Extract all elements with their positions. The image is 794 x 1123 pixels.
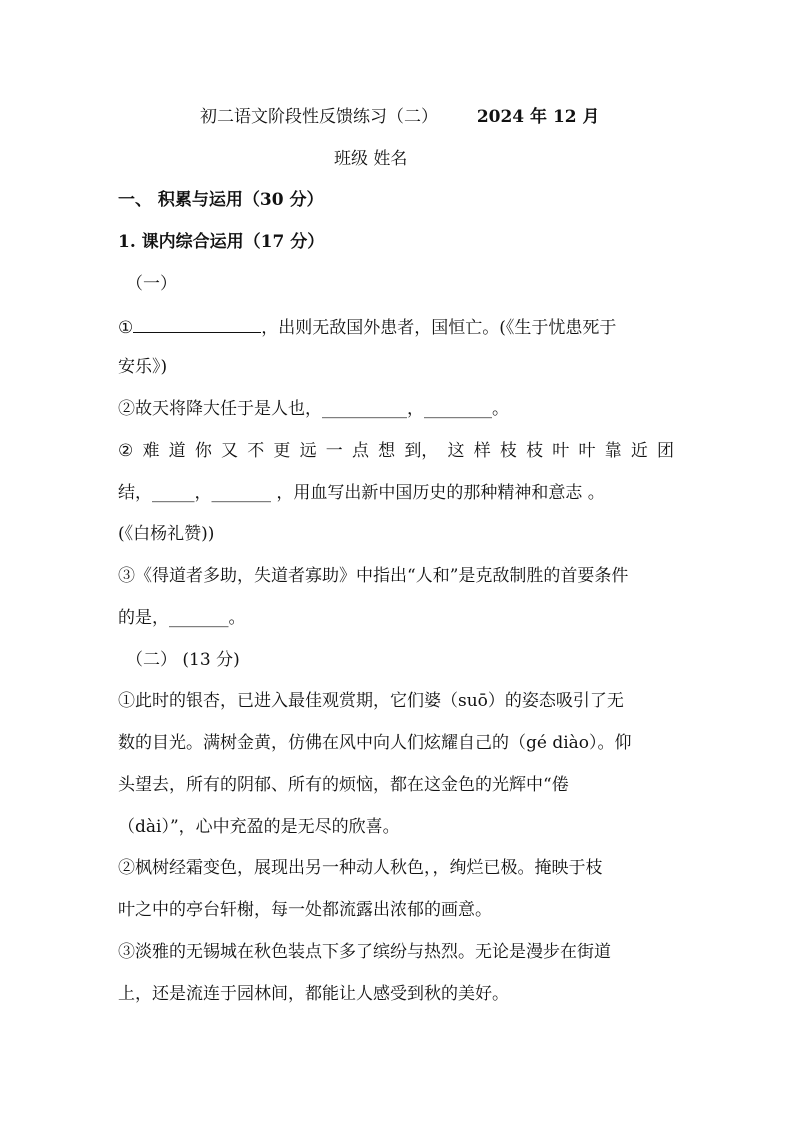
q3-char: ② <box>118 441 134 461</box>
passage-2-line-1: ②枫树经霜变色，展现出另一种动人秋色，，绚烂已极。掩映于枝 <box>118 858 603 878</box>
q3-char: 这 <box>447 441 465 461</box>
date-text: 2024 年 12 月 <box>476 107 600 127</box>
doc-title <box>200 105 600 129</box>
subsection-heading: 1. 课内综合运用（17 分） <box>118 232 325 252</box>
q3-char: 不 <box>247 441 265 461</box>
q1-number: ① <box>118 318 134 338</box>
q3-char: 叶 <box>578 441 596 461</box>
q3-char: 难 <box>142 441 160 461</box>
q1-source: 安乐》) <box>118 357 168 377</box>
question-2: ②故天将降大任于是人也，__________，________。 <box>118 399 509 419</box>
question-4-line-2: 的是，_______。 <box>118 608 246 628</box>
q3-char: 道 <box>168 441 186 461</box>
q1-text: ，出则无敌国外患者，国恒亡。(《生于忧患死于 <box>261 318 617 338</box>
title-text: 初二语文阶段性反馈练习（二） <box>200 107 438 127</box>
q3-char: 靠 <box>604 441 622 461</box>
passage-3-line-2: 上，还是流连于园林间，都能让人感受到秋的美好。 <box>118 984 509 1004</box>
question-3-line-1 <box>118 439 674 463</box>
part2-label: （二） (13 分) <box>126 650 240 670</box>
question-1 <box>118 314 616 340</box>
question-3-line-2: 结，_____，_______ ，用血写出新中国历史的那种精神和意志 。 <box>118 483 605 503</box>
q3-char: 团 <box>657 441 674 461</box>
passage-1-line-2: 数的目光。满树金黄，仿佛在风中向人们炫耀自己的（gé diào）。仰 <box>118 733 632 753</box>
blank-1 <box>133 314 261 333</box>
passage-2-line-2: 叶之中的亭台轩榭，每一处都流露出浓郁的画意。 <box>118 900 492 920</box>
q3-char: 点 <box>351 441 369 461</box>
q3-char: 枝 <box>499 441 517 461</box>
q3-source: (《白杨礼赞)) <box>118 524 215 544</box>
q3-char: 想 <box>378 441 396 461</box>
q3-char: 你 <box>194 441 212 461</box>
class-name-line: 班级 姓名 <box>334 149 408 169</box>
part1-label: （一） <box>126 274 177 294</box>
passage-1-line-1: ①此时的银杏，已进入最佳观赏期，它们婆（suō）的姿态吸引了无 <box>118 691 624 711</box>
passage-1-line-4: （dài）”，心中充盈的是无尽的欣喜。 <box>118 817 400 837</box>
passage-3-line-1: ③淡雅的无锡城在秋色装点下多了缤纷与热烈。无论是漫步在街道 <box>118 942 611 962</box>
q3-char: 叶 <box>552 441 570 461</box>
q3-char: 到， <box>404 441 439 461</box>
q3-char: 远 <box>299 441 317 461</box>
passage-1-line-3: 头望去，所有的阴郁、所有的烦恼，都在这金色的光辉中“倦 <box>118 775 569 795</box>
q3-char: 一 <box>325 441 343 461</box>
q3-char: 又 <box>221 441 238 461</box>
q3-char: 枝 <box>526 441 544 461</box>
q3-char: 近 <box>630 441 648 461</box>
section-heading: 一、 积累与运用（30 分） <box>118 190 324 210</box>
q3-char: 样 <box>473 441 491 461</box>
q3-char: 更 <box>273 441 291 461</box>
question-4-line-1: ③《得道者多助，失道者寡助》中指出“人和”是克敌制胜的首要条件 <box>118 566 629 586</box>
